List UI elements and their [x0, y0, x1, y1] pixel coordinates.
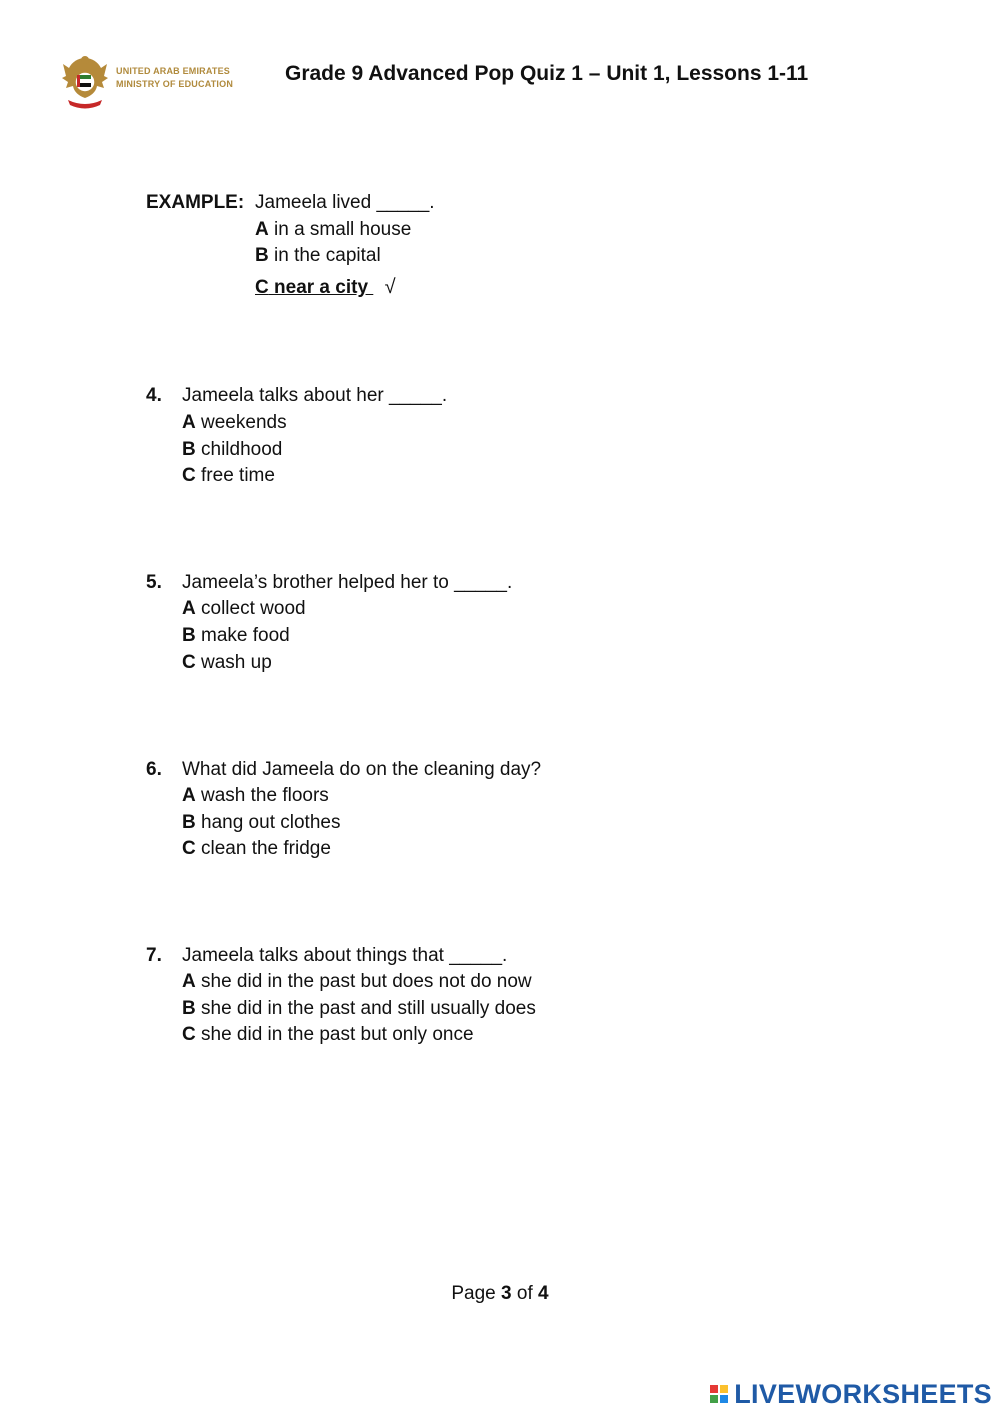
option-text: she did in the past but only once	[201, 1024, 474, 1045]
question-5-option-c	[182, 652, 272, 674]
question-6-option-b	[182, 812, 340, 834]
question-6-option-a	[182, 785, 329, 807]
option-text: near a city	[274, 277, 369, 298]
current-page: 3	[501, 1283, 512, 1304]
page-number	[0, 1283, 1000, 1305]
org-name-line1: UNITED ARAB EMIRATES	[116, 66, 230, 76]
option-letter: C	[182, 1024, 196, 1045]
option-text: weekends	[201, 412, 287, 433]
watermark-text: LIVEWORKSHEETS	[734, 1378, 992, 1409]
liveworksheets-logo-icon	[709, 1384, 731, 1404]
option-letter: C	[255, 277, 269, 298]
option-text: childhood	[201, 439, 283, 460]
question-4-option-b	[182, 439, 282, 461]
example-label	[146, 192, 244, 214]
uae-emblem-logo	[60, 52, 110, 110]
option-letter: A	[182, 785, 196, 806]
question-4-stem: Jameela talks about her _____.	[182, 385, 448, 406]
question-4-option-c	[182, 465, 275, 487]
example-option-b	[255, 245, 381, 267]
option-text: she did in the past and still usually does	[201, 998, 536, 1019]
question-7-number	[146, 945, 162, 967]
of-word: of	[516, 1283, 533, 1304]
option-text: collect wood	[201, 598, 306, 619]
total-pages: 4	[538, 1283, 549, 1304]
option-text: make food	[201, 625, 290, 646]
option-text: she did in the past but does not do now	[201, 971, 532, 992]
question-number: 6.	[146, 759, 162, 780]
option-text: wash the floors	[201, 785, 329, 806]
question-number: 7.	[146, 945, 162, 966]
option-letter: A	[182, 412, 196, 433]
option-text: hang out clothes	[201, 812, 341, 833]
option-letter: A	[182, 598, 196, 619]
page-title: Grade 9 Advanced Pop Quiz 1 – Unit 1, Lessons 1-11	[285, 62, 809, 85]
question-number: 4.	[146, 385, 162, 406]
option-letter: B	[255, 245, 269, 266]
question-6-number	[146, 759, 162, 781]
option-text: in a small house	[274, 219, 412, 240]
page-word: Page	[451, 1283, 496, 1304]
question-7-option-c	[182, 1024, 474, 1046]
question-6-option-c	[182, 838, 331, 860]
question-4-number	[146, 385, 162, 407]
org-name-line2: MINISTRY OF EDUCATION	[116, 79, 234, 89]
option-text: free time	[201, 465, 275, 486]
question-5-number	[146, 572, 162, 594]
checkmark-icon: √	[384, 276, 396, 298]
example-option-a	[255, 219, 411, 241]
question-7-stem: Jameela talks about things that _____.	[182, 945, 508, 966]
option-letter: C	[182, 465, 196, 486]
question-5-option-b	[182, 625, 290, 647]
question-4-option-a	[182, 412, 287, 434]
option-letter: C	[182, 652, 196, 673]
question-5-option-a	[182, 598, 306, 620]
question-7-option-a	[182, 971, 532, 993]
question-6-stem: What did Jameela do on the cleaning day?	[182, 759, 542, 780]
question-7-option-b	[182, 998, 536, 1020]
option-text: clean the fridge	[201, 838, 331, 859]
option-text: wash up	[201, 652, 272, 673]
option-letter: A	[255, 219, 269, 240]
question-5-stem: Jameela’s brother helped her to _____.	[182, 572, 513, 593]
option-letter: B	[182, 812, 196, 833]
option-letter: B	[182, 998, 196, 1019]
option-letter: C	[182, 838, 196, 859]
example-option-c-correct	[255, 276, 396, 299]
option-letter: B	[182, 625, 196, 646]
example-stem: Jameela lived _____.	[255, 192, 435, 213]
liveworksheets-watermark	[709, 1377, 992, 1411]
example-label-text: EXAMPLE:	[146, 192, 245, 213]
question-number: 5.	[146, 572, 162, 593]
option-letter: A	[182, 971, 196, 992]
option-text: in the capital	[274, 245, 381, 266]
option-letter: B	[182, 439, 196, 460]
